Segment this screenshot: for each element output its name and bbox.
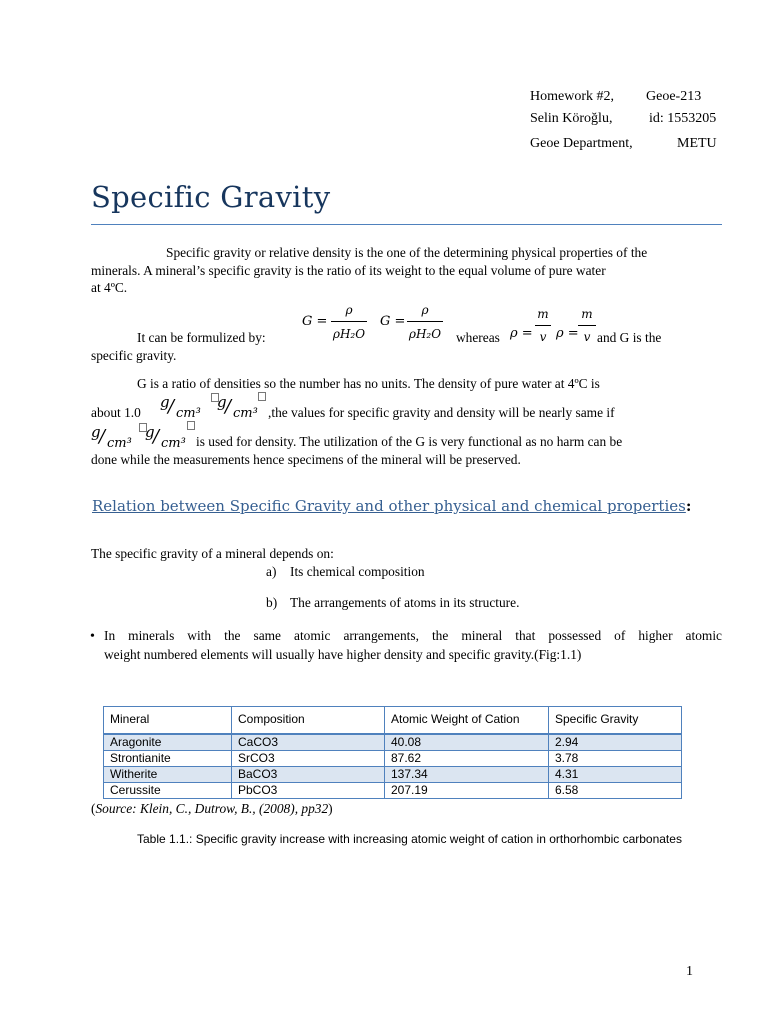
header-author: Selin Köroğlu, bbox=[530, 111, 613, 126]
table-row bbox=[104, 734, 682, 751]
bullet-icon: • bbox=[90, 629, 95, 644]
para1-line1: Specific gravity or relative density is the one of the determining physical properties of the bbox=[166, 245, 648, 260]
table-cell: SrCO3 bbox=[232, 751, 385, 767]
para3-line4: done while the measurements hence specimens of the mineral will be preserved. bbox=[91, 452, 521, 467]
table-cell: Strontianite bbox=[104, 751, 232, 767]
table-row bbox=[104, 767, 682, 783]
para3-line1: G is a ratio of densities so the number has no units. The density of pure water at 4ºC is bbox=[137, 376, 600, 391]
header-university: METU bbox=[677, 136, 717, 151]
para3-line2-tail: ,the values for specific gravity and density will be nearly same if bbox=[268, 405, 615, 420]
table-cell: 87.62 bbox=[385, 751, 549, 767]
para3-line2-lead: about 1.0 bbox=[91, 405, 141, 420]
list-item-marker: b) bbox=[266, 595, 278, 610]
table-header-row bbox=[104, 707, 682, 735]
table-row bbox=[104, 783, 682, 799]
header-course: Geoe-213 bbox=[646, 89, 702, 104]
table-cell: 2.94 bbox=[549, 734, 682, 751]
para2-lead: It can be formulized by: bbox=[137, 330, 266, 345]
table-cell: Aragonite bbox=[104, 734, 232, 751]
table-cell: Cerussite bbox=[104, 783, 232, 799]
table-header-cell: Specific Gravity bbox=[549, 707, 682, 735]
list-item: The arrangements of atoms in its structure. bbox=[290, 595, 520, 610]
table-cell: 137.34 bbox=[385, 767, 549, 783]
para1-line2: minerals. A mineral’s specific gravity is the ratio of its weight to the equal volume of pure water bbox=[91, 263, 606, 278]
table-cell: BaCO3 bbox=[232, 767, 385, 783]
para2-line2: specific gravity. bbox=[91, 348, 177, 363]
table-cell: 3.78 bbox=[549, 751, 682, 767]
page-number: 1 bbox=[686, 964, 693, 979]
para1-line3: at 4ºC. bbox=[91, 280, 128, 295]
list-item: Its chemical composition bbox=[290, 564, 425, 579]
para3-line3-tail: is used for density. The utilization of the G is very functional as no harm can be bbox=[196, 434, 623, 449]
placeholder-box bbox=[187, 421, 195, 430]
header-department: Geoe Department, bbox=[530, 136, 633, 151]
table-header-cell: Mineral bbox=[104, 707, 232, 735]
table-cell: 207.19 bbox=[385, 783, 549, 799]
table-cell: 40.08 bbox=[385, 734, 549, 751]
header-student-id: id: 1553205 bbox=[649, 111, 717, 126]
table-cell: 4.31 bbox=[549, 767, 682, 783]
para2-whereas: whereas bbox=[456, 330, 500, 345]
table-row bbox=[104, 751, 682, 767]
title-underline bbox=[91, 224, 722, 225]
table-caption: Table 1.1.: Specific gravity increase with increasing atomic weight of cation in orthorhombic carbonates bbox=[137, 832, 682, 846]
table-cell: PbCO3 bbox=[232, 783, 385, 799]
table-cell: CaCO3 bbox=[232, 734, 385, 751]
section-heading-colon: : bbox=[685, 497, 692, 515]
bullet-line2: weight numbered elements will usually have higher density and specific gravity.(Fig:1.1) bbox=[104, 647, 582, 662]
depends-intro: The specific gravity of a mineral depends on: bbox=[91, 546, 334, 561]
table-header-cell: Composition bbox=[232, 707, 385, 735]
table-cell: 6.58 bbox=[549, 783, 682, 799]
para2-tail: and G is the bbox=[597, 330, 662, 345]
page-title: Specific Gravity bbox=[91, 180, 331, 214]
section-heading: Relation between Specific Gravity and other physical and chemical properties: bbox=[92, 497, 692, 515]
list-item-marker: a) bbox=[266, 564, 277, 579]
table-source: (Source: Klein, C., Dutrow, B., (2008), pp32) bbox=[91, 801, 333, 816]
table-cell: Witherite bbox=[104, 767, 232, 783]
placeholder-box bbox=[258, 392, 266, 401]
header-homework: Homework #2, bbox=[530, 89, 614, 104]
bullet-line1: In minerals with the same atomic arrangements, the mineral that possessed of higher atomic bbox=[104, 628, 722, 643]
table-header-cell: Atomic Weight of Cation bbox=[385, 707, 549, 735]
mineral-table bbox=[103, 706, 682, 799]
